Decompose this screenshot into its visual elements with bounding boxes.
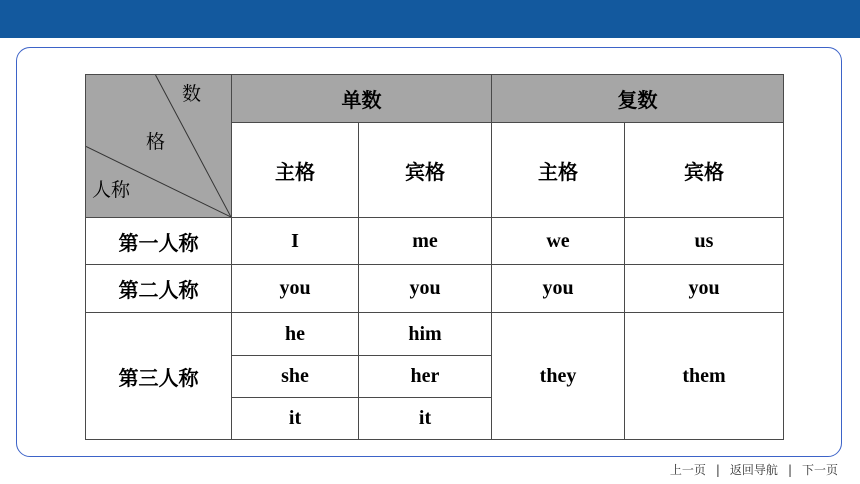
cell: you (232, 265, 359, 313)
cell: we (492, 218, 625, 265)
header-singular-object: 宾格 (359, 123, 492, 218)
header-singular-subject: 主格 (232, 123, 359, 218)
corner-label-case: 格 (146, 131, 166, 153)
footer-separator: | (787, 462, 792, 477)
cell: him (359, 313, 492, 356)
top-banner (0, 0, 860, 38)
prev-page-link[interactable]: 上一页 (669, 463, 706, 477)
row-label-first-person: 第一人称 (86, 218, 232, 265)
cell: us (625, 218, 784, 265)
table-corner-cell (86, 75, 232, 218)
header-plural-subject: 主格 (492, 123, 625, 218)
cell: her (359, 356, 492, 398)
cell: them (625, 313, 784, 440)
cell: she (232, 356, 359, 398)
header-plural: 复数 (492, 75, 784, 123)
header-singular: 单数 (232, 75, 492, 123)
footer-separator: | (715, 462, 720, 477)
table-row (86, 313, 784, 356)
table-row (86, 218, 784, 265)
cell: you (625, 265, 784, 313)
cell: me (359, 218, 492, 265)
corner-label-number: 数 (181, 83, 201, 105)
cell: you (492, 265, 625, 313)
table-row (86, 265, 784, 313)
corner-label-person: 人称 (92, 179, 131, 201)
cell: I (232, 218, 359, 265)
next-page-link[interactable]: 下一页 (801, 463, 838, 477)
pronoun-table (85, 74, 784, 440)
back-to-nav-link[interactable]: 返回导航 (729, 463, 778, 477)
row-label-second-person: 第二人称 (86, 265, 232, 313)
cell: you (359, 265, 492, 313)
cell: it (232, 398, 359, 440)
footer-nav (670, 461, 838, 478)
cell: it (359, 398, 492, 440)
cell: he (232, 313, 359, 356)
header-plural-object: 宾格 (625, 123, 784, 218)
row-label-third-person: 第三人称 (86, 313, 232, 440)
cell: they (492, 313, 625, 440)
